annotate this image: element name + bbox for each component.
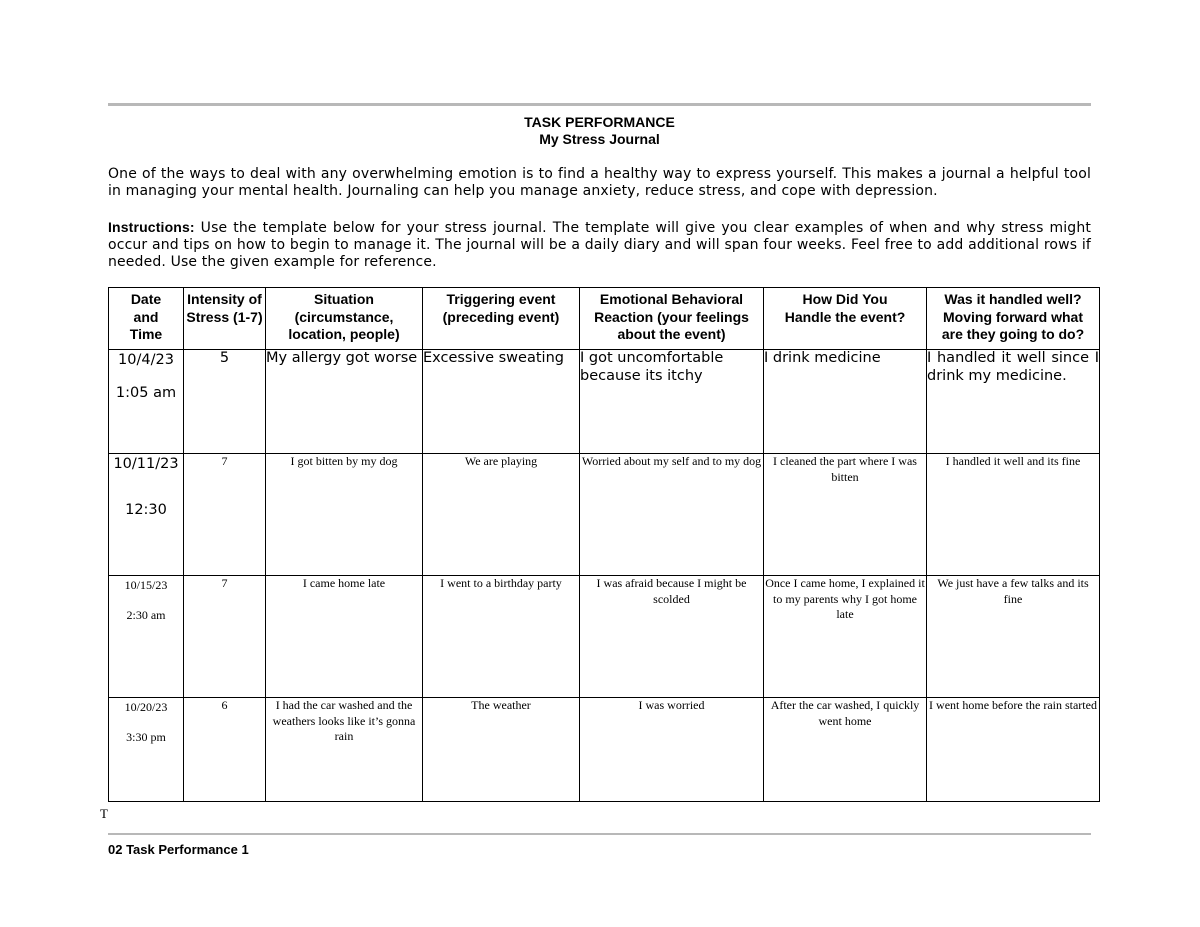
header-outcome: Was it handled well? Moving forward what are they going to do? — [927, 288, 1100, 350]
table-row — [109, 350, 1100, 454]
top-rule — [108, 103, 1091, 106]
trigger-cell: Excessive sweating — [423, 350, 580, 454]
situation-cell: I came home late — [266, 576, 423, 698]
header-intensity: Intensity of Stress (1-7) — [184, 288, 266, 350]
bottom-rule — [108, 833, 1091, 835]
table-row — [109, 698, 1100, 802]
entry-date: 10/15/23 — [124, 578, 168, 592]
date-cell — [109, 698, 184, 802]
entry-date: 10/20/23 — [124, 700, 168, 714]
situation-cell: My allergy got worse — [266, 350, 423, 454]
handled-cell: Once I came home, I explained it to my parents why I got home late — [764, 576, 927, 698]
handled-cell: I drink medicine — [764, 350, 927, 454]
reaction-cell: I was worried — [580, 698, 764, 802]
stress-journal-table — [108, 287, 1100, 802]
date-cell — [109, 576, 184, 698]
instructions-text: Use the template below for your stress journal. The template will give you clear examples of when and why stress might occur and tips on how to begin to manage it. The journal will be a daily diary and will span four weeks. Feel free to add additional rows if needed. Use the given example for reference. — [108, 220, 1091, 270]
table-header-row — [109, 288, 1100, 350]
outcome-cell: I handled it well and its fine — [927, 454, 1100, 576]
situation-cell: I had the car washed and the weathers looks like it’s gonna rain — [266, 698, 423, 802]
header-situation: Situation (circumstance, location, people) — [266, 288, 423, 350]
outcome-cell: I handled it well since I drink my medicine. — [927, 350, 1100, 454]
reaction-cell: I was afraid because I might be scolded — [580, 576, 764, 698]
intensity-cell: 7 — [184, 576, 266, 698]
intro-paragraph: One of the ways to deal with any overwhelming emotion is to find a healthy way to express yourself. This makes a journal a helpful tool in managing your mental health. Journaling can help you manage anxiety, reduce stress, and cope with depression. — [108, 166, 1091, 199]
handled-cell: After the car washed, I quickly went home — [764, 698, 927, 802]
entry-date: 10/11/23 — [113, 456, 179, 472]
date-cell — [109, 454, 184, 576]
entry-date: 10/4/23 — [118, 352, 174, 368]
header-reaction: Emotional Behavioral Reaction (your feelings about the event) — [580, 288, 764, 350]
reaction-cell: I got uncomfortable because its itchy — [580, 350, 764, 454]
header-date: Date and Time — [109, 288, 184, 350]
trigger-cell: I went to a birthday party — [423, 576, 580, 698]
outcome-cell: We just have a few talks and its fine — [927, 576, 1100, 698]
table-row — [109, 576, 1100, 698]
header-handled: How Did You Handle the event? — [764, 288, 927, 350]
trigger-cell: The weather — [423, 698, 580, 802]
page-subtitle: My Stress Journal — [539, 131, 660, 147]
footer-label: 02 Task Performance 1 — [108, 842, 249, 857]
intensity-cell: 6 — [184, 698, 266, 802]
entry-time: 1:05 am — [115, 385, 177, 401]
intensity-cell: 7 — [184, 454, 266, 576]
intensity-cell: 5 — [184, 350, 266, 454]
page-title: TASK PERFORMANCE — [524, 114, 675, 130]
header-trigger: Triggering event (preceding event) — [423, 288, 580, 350]
entry-time: 12:30 — [125, 502, 167, 518]
table-row — [109, 454, 1100, 576]
entry-time: 3:30 pm — [126, 730, 166, 744]
instructions-label: Instructions: — [108, 219, 195, 235]
stray-mark: T — [100, 806, 108, 821]
reaction-cell: Worried about my self and to my dog — [580, 454, 764, 576]
situation-cell: I got bitten by my dog — [266, 454, 423, 576]
entry-time: 2:30 am — [126, 608, 166, 622]
outcome-cell: I went home before the rain started — [927, 698, 1100, 802]
trigger-cell: We are playing — [423, 454, 580, 576]
instructions-paragraph — [108, 219, 1091, 271]
handled-cell: I cleaned the part where I was bitten — [764, 454, 927, 576]
date-cell — [109, 350, 184, 454]
